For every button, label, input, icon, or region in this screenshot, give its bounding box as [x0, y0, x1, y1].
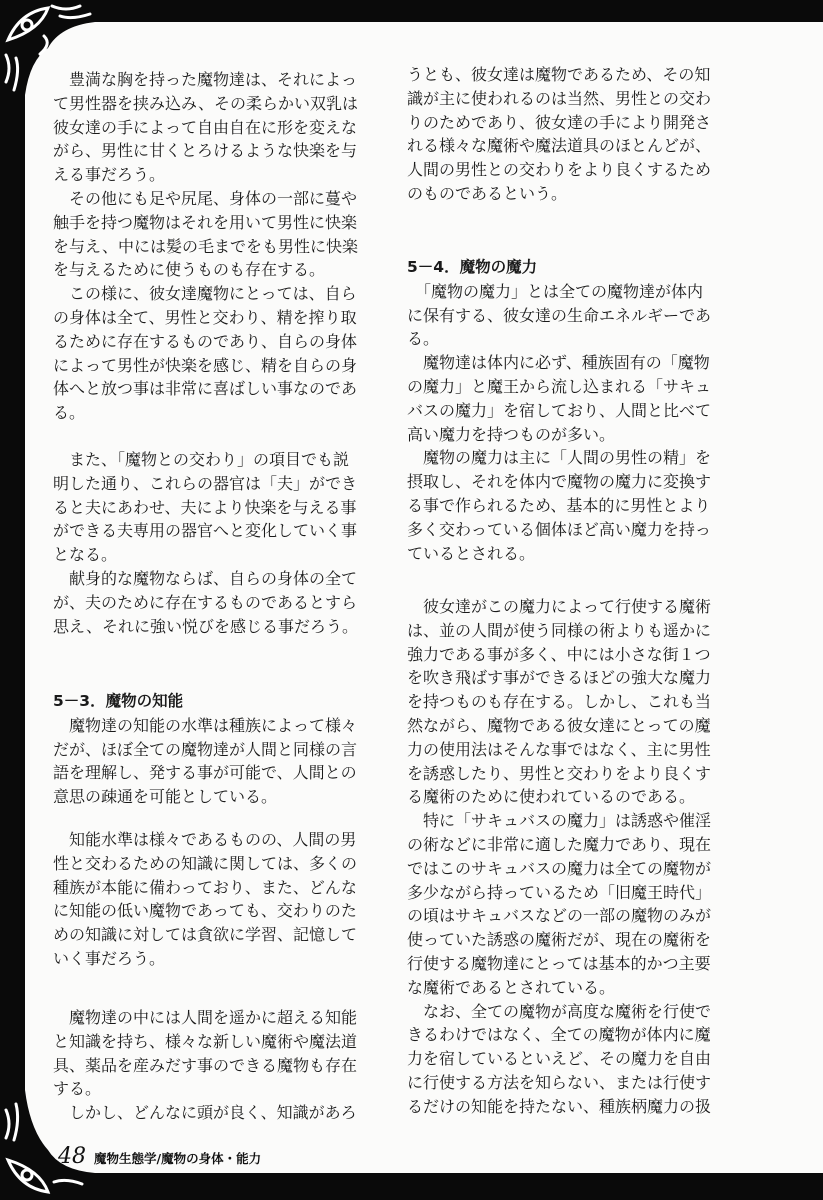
text-line: この様に、彼女達魔物にとっては、自ら — [53, 284, 357, 304]
text-line: 特に「サキュバスの魔力」は誘惑や催淫 — [407, 811, 712, 831]
text-line: を吹き飛ばす事ができるほどの強大な魔力 — [407, 668, 712, 688]
text-line: る。 — [53, 403, 86, 423]
text-line: な魔術であるとされている。 — [407, 977, 616, 997]
text-line: を与えるために使うものも存在する。 — [53, 260, 326, 280]
text-line: 彼女達がこの魔力によって行使する魔術 — [407, 597, 712, 616]
page-footer — [58, 1144, 261, 1169]
text-line: その他にも足や尻尾、身体の一部に蔓や — [53, 188, 358, 208]
text-line: を持つものも存在する。しかし、これも当 — [407, 692, 712, 712]
text-block — [407, 595, 727, 1119]
text-line: がら、男性に甘くとろけるような快楽を与 — [53, 141, 358, 161]
top-border — [0, 0, 823, 22]
page-number: 48 — [58, 1144, 86, 1169]
text-line: の術などに非常に適した魔力であり、現在 — [407, 834, 712, 854]
text-line: 明した通り、これらの器官は「夫」ができ — [53, 473, 358, 493]
text-line: 「魔物の魔力」とは全ての魔物達が体内 — [407, 281, 704, 301]
running-title: 魔物生態学/魔物の身体・能力 — [94, 1151, 262, 1166]
text-line: ると夫にあわせ、夫により快楽を与える事 — [53, 497, 357, 517]
text-block — [53, 448, 373, 638]
text-line: 摂取し、それを体内で魔物の魔力に変換す — [407, 472, 712, 492]
text-line: 強力である事が多く、中には小さな街１つ — [407, 644, 711, 664]
text-line: 献身的な魔物ならば、自らの身体の全て — [53, 568, 358, 588]
text-line: だが、ほぼ全ての魔物達が人間と同様の言 — [53, 739, 358, 759]
text-block — [53, 1006, 373, 1125]
text-block — [407, 63, 727, 206]
text-line: は、並の人間が使う同様の術よりも遥かに — [407, 620, 712, 640]
text-line: 思え、それに強い悦びを感じる事だろう。 — [53, 616, 358, 636]
text-line: 然ながら、魔物である彼女達にとっての魔 — [407, 715, 711, 735]
text-block — [53, 68, 373, 425]
text-line: となる。 — [53, 545, 118, 565]
text-line: が、夫のために存在するものであるとすら — [53, 592, 358, 612]
text-line: 種族が本能に備わっており、また、どんな — [53, 877, 357, 897]
text-line: るために存在するものであり、自らの身体 — [53, 331, 358, 351]
section-heading: 5－3．魔物の知能 — [53, 692, 184, 710]
text-line: て男性器を挟み込み、その柔らかい双乳は — [53, 93, 358, 113]
text-line: うとも、彼女達は魔物であるため、その知 — [407, 65, 711, 84]
text-line: 行使する魔物達にとっては基本的かつ主要 — [407, 953, 711, 973]
text-line: なお、全ての魔物が高度な魔術を行使で — [407, 1001, 712, 1021]
text-block — [407, 256, 727, 565]
text-line: 高い魔力を持つものが多い。 — [407, 424, 616, 444]
text-line: 力を宿しているといえど、その魔力を自由 — [407, 1049, 712, 1069]
text-line: 彼女達の手によって自由自在に形を変えな — [53, 117, 358, 137]
text-line: 魔物達の知能の水準は種族によって様々 — [53, 715, 358, 735]
bottom-border — [0, 1173, 823, 1200]
text-line: バスの魔力」を宿しており、人間と比べて — [407, 400, 712, 420]
text-line: に保有する、彼女達の生命エネルギーであ — [407, 305, 712, 325]
text-line: れる様々な魔術や魔法道具のほとんどが、 — [407, 136, 712, 156]
text-line: 魔物達の中には人間を遥かに超える知能 — [53, 1008, 358, 1027]
text-line: るだけの知能を持たない、種族柄魔力の扱 — [407, 1096, 712, 1116]
text-line: の身体は全て、男性と交わり、精を搾り取 — [53, 307, 357, 327]
text-line: めの知識に対しては貪欲に学習、記憶して — [53, 925, 358, 945]
text-line: 多少ながら持っているため「旧魔王時代」 — [407, 882, 712, 902]
left-border — [0, 0, 25, 1200]
text-line: 魔物の魔力は主に「人間の男性の精」を — [407, 448, 712, 468]
text-line: える事だろう。 — [53, 165, 166, 185]
text-line: りのためであり、彼女達の手により開発さ — [407, 112, 712, 132]
section-heading: 5－4．魔物の魔力 — [407, 258, 538, 276]
text-line: 使っていた誘惑の魔術だが、現在の魔術を — [407, 930, 712, 950]
text-block — [53, 690, 373, 809]
text-line: る事で作られるため、基本的に男性とより — [407, 495, 711, 515]
text-line: いく事だろう。 — [53, 948, 166, 968]
text-line: ているとされる。 — [407, 543, 536, 563]
text-line: 具、薬品を産みだす事のできる魔物も存在 — [53, 1055, 358, 1075]
text-line: の魔力」と魔王から流し込まれる「サキュ — [407, 376, 712, 396]
text-line: 人間の男性との交わりをより良くするため — [407, 160, 712, 180]
text-line: の頃はサキュバスなどの一部の魔物のみが — [407, 906, 712, 926]
text-line: を誘惑したり、男性と交わりをより良くす — [407, 763, 712, 783]
text-line: を与え、中には髪の毛までをも男性に快楽 — [53, 236, 358, 256]
text-line: 体へと放つ事は非常に喜ばしい事なのであ — [53, 379, 358, 399]
text-line: しかし、どんなに頭が良く、知識があろ — [53, 1103, 357, 1123]
text-line: する。 — [53, 1079, 102, 1099]
text-line: 知能水準は様々であるものの、人間の男 — [53, 830, 357, 849]
text-line: 力の使用法はそんな事ではなく、主に男性 — [407, 739, 711, 759]
text-line: と知識を持ち、様々な新しい魔術や魔法道 — [53, 1031, 358, 1051]
text-line: 識が主に使われるのは当然、男性との交わ — [407, 88, 712, 108]
text-line: 語を理解し、発する事が可能で、人間との — [53, 763, 357, 783]
text-block — [53, 828, 373, 971]
text-line: きるわけではなく、全ての魔物が体内に魔 — [407, 1025, 711, 1045]
text-line: 触手を持つ魔物はそれを用いて男性に快楽 — [53, 212, 358, 232]
text-line: ができる夫専用の器官へと変化していく事 — [53, 521, 358, 541]
text-line: る。 — [407, 329, 440, 349]
text-line: 魔物達は体内に必ず、種族固有の「魔物 — [407, 353, 710, 373]
text-line: 豊満な胸を持った魔物達は、それによっ — [53, 70, 358, 89]
text-line: ではこのサキュバスの魔力は全ての魔物が — [407, 858, 712, 878]
text-line: 性と交わるための知識に関しては、多くの — [53, 853, 358, 873]
text-line: に知能の低い魔物であっても、交わりのた — [53, 901, 357, 921]
text-line: によって男性が快楽を感じ、精を自らの身 — [53, 355, 358, 375]
text-line: 意思の疎通を可能としている。 — [53, 787, 278, 807]
text-line: 多く交わっている個体ほど高い魔力を持っ — [407, 519, 711, 539]
text-line: また、「魔物との交わり」の項目でも説 — [53, 450, 350, 469]
text-line: のものであるという。 — [407, 183, 568, 203]
text-line: に行使する方法を知らない、または行使す — [407, 1072, 712, 1092]
text-line: る魔術のために使われているのである。 — [407, 787, 696, 807]
